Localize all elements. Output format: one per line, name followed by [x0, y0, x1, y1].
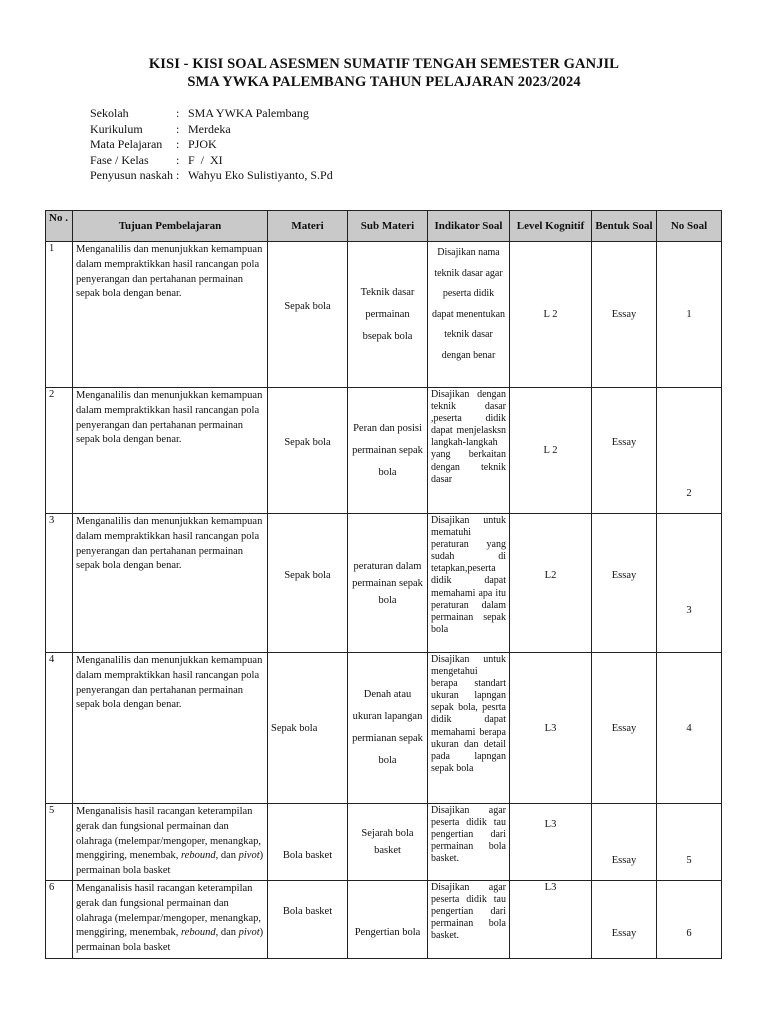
cell-materi-text: Bola basket	[282, 905, 333, 917]
tujuan-text: Menganalisis hasil racangan keterampilan gerak dan fungsional permainan dan olahraga (melempar/mengoper, menangkap, menggiring, menembak,	[76, 806, 262, 862]
cell-no: 6	[46, 880, 73, 958]
cell-level-text: L2	[544, 569, 557, 581]
meta-key: Penyusun naskah	[90, 168, 173, 183]
tujuan-rebound: rebound	[180, 850, 216, 862]
document-metadata	[90, 106, 333, 184]
cell-sub-materi-text: Pengertian bola	[354, 927, 421, 939]
cell-level: L3	[510, 653, 592, 804]
cell-materi	[268, 388, 348, 514]
table-row	[46, 804, 722, 881]
cell-bentuk: Essay	[592, 242, 657, 388]
kisi-table	[45, 210, 722, 959]
tujuan-pivot: pivot	[238, 850, 260, 862]
table-header-row	[46, 211, 722, 242]
cell-level: L 2	[510, 388, 592, 514]
cell-tujuan	[73, 804, 268, 881]
meta-colon: :	[176, 106, 180, 120]
cell-no: 4	[46, 653, 73, 804]
cell-bentuk	[592, 514, 657, 653]
cell-indikator: Disajikan untuk mengetahui berapa standart ukuran lapngan sepak bola, pesrta didik dapat memahami berapa ukuran dan detail pada lapngan sepak bola	[428, 653, 510, 804]
header-sub-materi: Sub Materi	[348, 211, 428, 242]
cell-tujuan: Menganalilis dan menunjukkan kemampuan dalam mempraktikkan hasil rancangan pola penyerangan dan pertahanan permainan sepak bola dengan benar.	[73, 514, 268, 653]
cell-indikator: Disajikan dengan teknik dasar ,peserta didik dapat menjelasksn langkah-langkah yang berkaitan dengan teknik dasar	[428, 388, 510, 514]
meta-key: Mata Pelajaran	[90, 137, 163, 152]
cell-materi	[268, 880, 348, 958]
cell-no: 2	[46, 388, 73, 514]
cell-indikator: Disajikan untuk mematuhi peraturan yang sudah di tetapkan,peserta didik dapat memahami apa itu peraturan dalam permainan sepak bola	[428, 514, 510, 653]
meta-value: SMA YWKA Palembang	[188, 106, 309, 120]
meta-value: Merdeka	[188, 121, 231, 136]
meta-row-mata-pelajaran	[90, 137, 333, 153]
header-no: No .	[46, 211, 73, 242]
cell-bentuk	[592, 388, 657, 514]
cell-level: L3	[510, 880, 592, 958]
cell-no-soal: 3	[657, 514, 722, 653]
header-no-soal: No Soal	[657, 211, 722, 242]
header-level: Level Kognitif	[510, 211, 592, 242]
tujuan-text: ) permainan bola basket	[76, 850, 264, 877]
cell-no-soal: 1	[657, 242, 722, 388]
cell-no: 1	[46, 242, 73, 388]
header-indikator: Indikator Soal	[428, 211, 510, 242]
cell-indikator: Disajikan agar peserta didik tau pengertian dari permainan bola basket.	[428, 880, 510, 958]
tujuan-text: ) permainan bola basket	[76, 927, 264, 954]
cell-sub-materi: peraturan dalam permainan sepak bola	[348, 514, 428, 653]
document-title-line1: KISI - KISI SOAL ASESMEN SUMATIF TENGAH SEMESTER GANJIL	[148, 56, 620, 72]
cell-tujuan: Menganalilis dan menunjukkan kemampuan dalam mempraktikkan hasil rancangan pola penyerangan dan pertahanan permainan sepak bola dengan benar.	[73, 388, 268, 514]
header-bentuk: Bentuk Soal	[592, 211, 657, 242]
cell-no-soal: 2	[657, 388, 722, 514]
cell-sub-materi: Denah atau ukuran lapangan permianan sepak bola	[348, 653, 428, 804]
cell-tujuan	[73, 880, 268, 958]
cell-bentuk-text: Essay	[611, 569, 637, 581]
meta-key: Kurikulum	[90, 121, 143, 136]
cell-indikator: Disajikan nama teknik dasar agar peserta didik dapat menentukan teknik dasar dengan benar	[428, 242, 510, 388]
meta-colon: :	[176, 121, 180, 136]
cell-no-soal: 5	[657, 804, 722, 881]
table-row	[46, 514, 722, 653]
cell-materi	[268, 514, 348, 653]
cell-materi-text: Bola basket	[282, 850, 333, 862]
tujuan-text: , dan	[215, 850, 239, 862]
tujuan-text: Menganalisis hasil racangan keterampilan gerak dan fungsional permainan dan olahraga (melempar/mengoper, menangkap, menggiring, menembak,	[76, 882, 262, 939]
cell-no-soal	[657, 880, 722, 958]
cell-bentuk: Essay	[592, 653, 657, 804]
cell-materi	[268, 804, 348, 881]
table-row	[46, 653, 722, 804]
cell-no: 3	[46, 514, 73, 653]
cell-bentuk-text: Essay	[611, 437, 637, 448]
meta-colon: :	[176, 152, 180, 167]
cell-bentuk-text: Essay	[611, 927, 637, 939]
cell-bentuk: Essay	[592, 804, 657, 881]
table-row	[46, 242, 722, 388]
meta-value: Wahyu Eko Sulistiyanto, S.Pd	[188, 168, 333, 183]
cell-sub-materi: Sejarah bola basket	[348, 804, 428, 881]
table-row	[46, 388, 722, 514]
meta-value: PJOK	[188, 137, 217, 152]
cell-materi	[268, 242, 348, 388]
meta-value: F / XI	[188, 152, 223, 167]
meta-colon: :	[176, 168, 180, 183]
cell-level-text: L3	[544, 819, 557, 830]
cell-sub-materi	[348, 880, 428, 958]
document-title-line2: SMA YWKA PALEMBANG TAHUN PELAJARAN 2023/2024	[187, 74, 581, 90]
header-tujuan: Tujuan Pembelajaran	[73, 211, 268, 242]
tujuan-text: , dan	[215, 927, 239, 939]
meta-key: Sekolah	[90, 106, 129, 120]
cell-indikator: Disajikan agar peserta didik tau pengertian dari permainan bola basket.	[428, 804, 510, 881]
cell-no-soal-text: 6	[686, 927, 692, 939]
cell-bentuk	[592, 880, 657, 958]
header-materi: Materi	[268, 211, 348, 242]
meta-key: Fase / Kelas	[90, 152, 149, 167]
cell-materi-text: Sepak bola	[284, 569, 331, 581]
cell-sub-materi: Teknik dasar permainan bsepak bola	[348, 242, 428, 388]
meta-row-kurikulum	[90, 122, 333, 138]
table-row	[46, 880, 722, 958]
cell-tujuan: Menganalilis dan menunjukkan kemampuan dalam mempraktikkan hasil rancangan pola penyerangan dan pertahanan permainan sepak bola dengan benar.	[73, 653, 268, 804]
cell-materi-text: Sepak bola	[284, 437, 331, 448]
meta-row-penyusun	[90, 168, 333, 184]
cell-materi-text: Sepak bola	[284, 301, 331, 312]
cell-level: L 2	[510, 242, 592, 388]
cell-materi: Sepak bola	[268, 653, 348, 804]
cell-level	[510, 514, 592, 653]
meta-colon: :	[176, 137, 180, 152]
cell-level	[510, 804, 592, 881]
tujuan-pivot: pivot	[238, 927, 260, 939]
cell-tujuan: Menganalilis dan menunjukkan kemampuan dalam mempraktikkan hasil rancangan pola penyerangan dan pertahanan permainan sepak bola dengan benar.	[73, 242, 268, 388]
cell-sub-materi: Peran dan posisi permainan sepak bola	[348, 388, 428, 514]
meta-row-sekolah	[90, 106, 333, 122]
tujuan-rebound: rebound	[180, 927, 216, 939]
meta-row-fase-kelas	[90, 153, 333, 169]
cell-no-soal: 4	[657, 653, 722, 804]
cell-no: 5	[46, 804, 73, 881]
